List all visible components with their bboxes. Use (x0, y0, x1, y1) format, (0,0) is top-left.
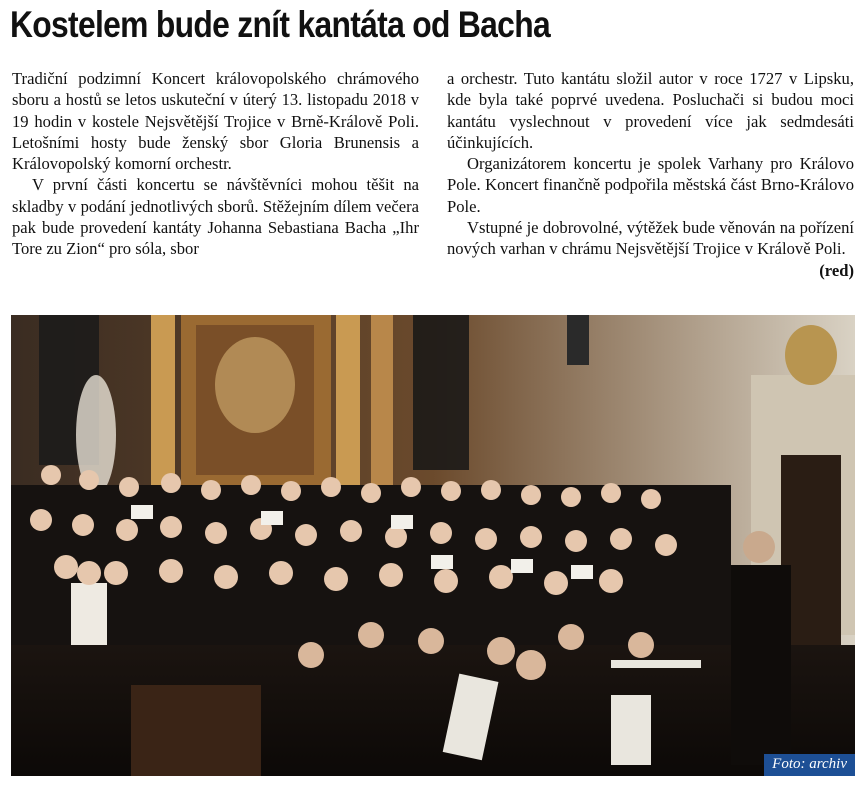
photo-credit: Foto: archiv (764, 754, 855, 776)
concert-photo (11, 315, 855, 776)
author-signature: (red) (819, 260, 854, 280)
concert-photo-illustration (11, 315, 855, 776)
admission-text: Vstupné je dobrovolné, výtěžek bude věnován na pořízení nových varhan v chrámu Nejsvětější Trojice v Králově Poli. (447, 218, 854, 259)
article-body (12, 68, 854, 304)
article-column-right (447, 68, 854, 304)
paragraph-admission (447, 217, 854, 280)
paragraph-cantata: a orchestr. Tuto kantátu složil autor v roce 1727 v Lipsku, kde byla také poprvé uvedena. Posluchači si budou moci kantátu vyslechnout v provedení více jak sedmdesáti účinkujících. (447, 69, 854, 152)
paragraph-organizer: Organizátorem koncertu je spolek Varhany pro Královo Pole. Koncert finančně podpořila městská část Brno-Královo Pole. (447, 154, 854, 216)
article-column-left (12, 68, 419, 304)
article-headline: Kostelem bude znít kantáta od Bacha (10, 4, 550, 45)
paragraph-program: V první části koncertu se návštěvníci mohou těšit na skladby v podání jednotlivých sborů. Stěžejním dílem večera pak bude provedení kantáty Johanna Sebastiana Bacha „Ihr Tore zu Zion“ pro sóla, sbor (12, 175, 419, 259)
paragraph-intro: Tradiční podzimní Koncert královopolského chrámového sboru a hostů se letos uskuteční v úterý 13. listopadu 2018 v 19 hodin v kostele Nejsvětější Trojice v Brně-Králově Poli. Letošními hosty bude ženský sbor Gloria Brunensis a Královopolský komorní orchestr. (12, 69, 419, 174)
